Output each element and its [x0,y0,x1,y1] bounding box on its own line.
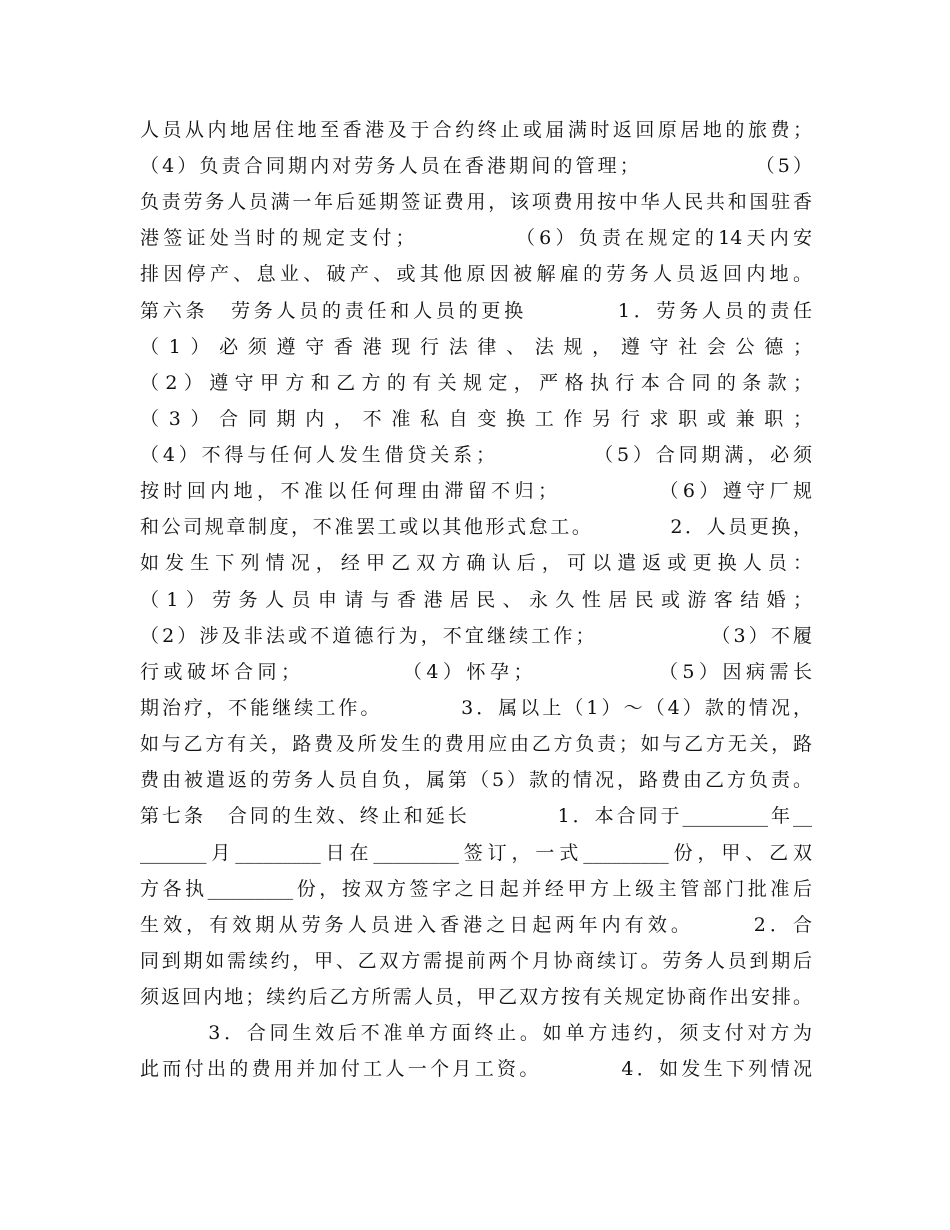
text-line: （3）合同期内，不准私自变换工作另行求职或兼职； [140,408,812,430]
text-line: 同到期如需续约，甲、乙双方需提前两个月协商续订。劳务人员到期后 [140,950,812,972]
text-line: 期治疗，不能继续工作。 3．属以上（1）～（4）款的情况， [140,697,812,719]
text-line: 人员从内地居住地至香港及于合约终止或届满时返回原居地的旅费； [140,119,812,141]
text-line: 生效，有效期从劳务人员进入香港之日起两年内有效。 2．合 [140,914,812,936]
text-line: 负责劳务人员满一年后延期签证费用，该项费用按中华人民共和国驻香 [140,191,812,213]
text-line: 如发生下列情况，经甲乙双方确认后，可以遣返或更换人员： [140,552,812,574]
text-line: 3．合同生效后不准单方面终止。如单方违约，须支付对方为 [140,1022,812,1044]
text-line: （1）劳务人员申请与香港居民、永久性居民或游客结婚； [140,589,812,611]
text-line: 此而付出的费用并加付工人一个月工资。 4．如发生下列情况 [140,1058,812,1080]
text-line: _______月_________日在_________签订，一式_________份，甲、乙双 [140,842,812,864]
text-line: 第七条 合同的生效、终止和延长 1．本合同于_________年__ [140,805,812,827]
text-line: 行或破坏合同； （4）怀孕； （5）因病需长 [140,661,812,683]
text-line: 费由被遣返的劳务人员自负，属第（5）款的情况，路费由乙方负责。 [140,769,812,791]
text-line: （1）必须遵守香港现行法律、法规，遵守社会公德； [140,336,812,358]
text-line: 如与乙方有关，路费及所发生的费用应由乙方负责；如与乙方无关，路 [140,733,812,755]
text-line: 第六条 劳务人员的责任和人员的更换 1．劳务人员的责任 [140,300,812,322]
text-line: （2）涉及非法或不道德行为，不宜继续工作； （3）不履 [140,625,812,647]
text-line: 排因停产、息业、破产、或其他原因被解雇的劳务人员返回内地。 [140,263,812,285]
text-line: 按时回内地，不准以任何理由滞留不归； （6）遵守厂规 [140,480,812,502]
text-line: （2）遵守甲方和乙方的有关规定，严格执行本合同的条款； [140,372,812,394]
text-line: 和公司规章制度，不准罢工或以其他形式怠工。 2．人员更换， [140,516,812,538]
text-line: （4）负责合同期内对劳务人员在香港期间的管理； （5） [140,155,812,177]
text-line: （4）不得与任何人发生借贷关系； （5）合同期满，必须 [140,444,812,466]
text-line: 须返回内地；续约后乙方所需人员，甲乙双方按有关规定协商作出安排。 [140,986,812,1008]
text-line: 方各执_________份，按双方签字之日起并经甲方上级主管部门批准后 [140,878,812,900]
text-line: 港签证处当时的规定支付； （6）负责在规定的14天内安 [140,227,812,249]
